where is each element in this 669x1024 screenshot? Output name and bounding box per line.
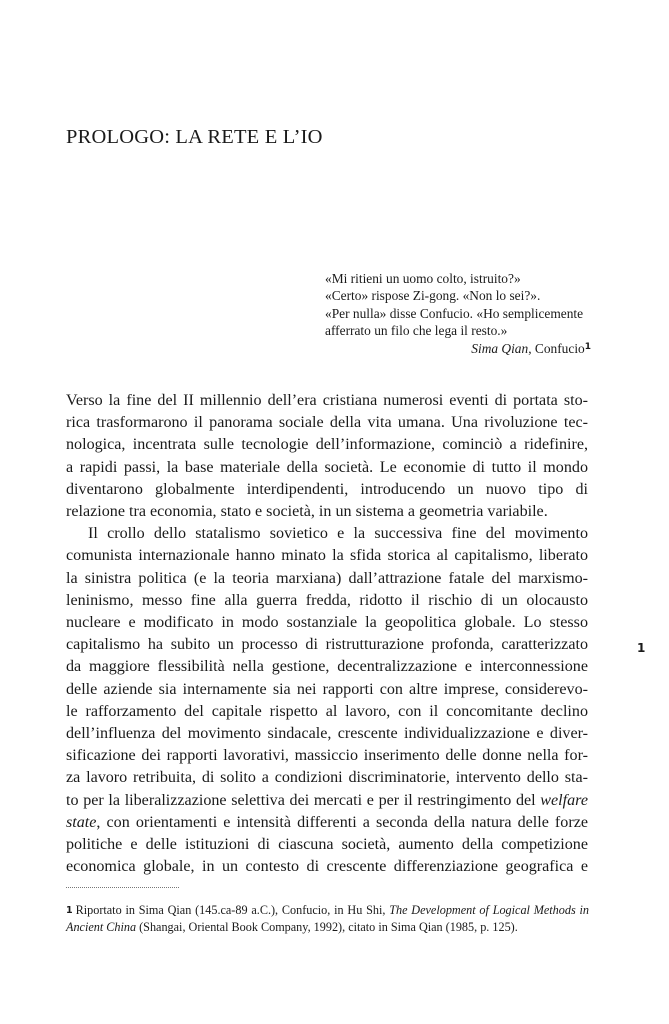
epigraph-line: «Mi ritieni un uomo colto, istruito?»: [325, 271, 521, 286]
text-line: leninismo, messo fine alla guerra fredda, ridotto il rischio di un olocausto: [66, 591, 588, 609]
text-line: Verso la fine del II millennio dell’era cristiana numerosi eventi di portata sto-: [66, 392, 588, 409]
footnote-number: 1: [66, 905, 73, 916]
footnote-separator: [66, 887, 179, 888]
footnote-book-title: The Development of Logical Methods in: [389, 903, 589, 917]
footnote-line: [66, 902, 589, 919]
text-segment: to per la liberalizzazione selettiva dei mercati e per il restringimento del: [66, 791, 536, 809]
text-line: politiche e delle istituzioni di ciascuna società, aumento della competizione: [66, 836, 588, 854]
text-line: da maggiore flessibilità nella gestione, decentralizzazione e interconnessione: [66, 658, 588, 676]
epigraph-line: afferrato un filo che lega il resto.»: [325, 322, 508, 338]
body-text: [66, 390, 588, 878]
epigraph: [325, 270, 591, 357]
paragraph-2: [66, 523, 588, 878]
epigraph-source: [325, 339, 591, 357]
footnote-book-title: Ancient China: [66, 920, 137, 935]
text-line: rica trasformarono il panorama sociale della vita umana. Una rivoluzione tec-: [66, 414, 588, 432]
italic-term: welfare: [540, 791, 588, 809]
italic-term: state: [66, 813, 97, 831]
footnote-line: [66, 919, 589, 935]
epigraph-source-work: , Confucio: [528, 341, 585, 357]
text-line: capitalismo ha subito un processo di ristrutturazione profonda, caratterizzato: [66, 636, 588, 654]
text-line: za lavoro retribuita, di solito a condizioni discriminatorie, intervento dello sta-: [66, 769, 588, 787]
epigraph-line: «Per nulla» disse Confucio. «Ho semplicemente: [325, 305, 584, 321]
footnote-text: (Shangai, Oriental Book Company, 1992), citato in Sima Qian (1985, p. 125).: [136, 920, 518, 935]
epigraph-line: «Certo» rispose Zi-gong. «Non lo sei?».: [325, 288, 541, 304]
paragraph-1: [66, 390, 588, 523]
chapter-title: PROLOGO: LA RETE E L’IO: [66, 126, 323, 148]
text-line: le rafforzamento del capitale rispetto al lavoro, con il concomitante declino: [66, 702, 588, 720]
footnote-reference[interactable]: 1: [584, 342, 591, 353]
footnote-text: Riportato in Sima Qian (145.ca-89 a.C.), Confucio, in Hu Shi,: [75, 903, 390, 917]
text-line: sificazione dei rapporti lavorativi, massiccio inserimento delle donne nella for-: [66, 747, 588, 765]
footnote: [66, 902, 589, 936]
text-line: relazione tra economia, stato e società, in un sistema a geometria variabile.: [66, 503, 548, 521]
page-number: 1: [637, 641, 646, 655]
text-line: diventarono globalmente interdipendenti, introducendo un nuovo tipo di: [66, 480, 588, 498]
text-line: la sinistra politica (e la teoria marxiana) dall’attrazione fatale del marxismo-: [66, 569, 588, 587]
text-line: delle aziende sia internamente sia nei rapporti con altre imprese, considerevo-: [66, 680, 588, 698]
text-line: [66, 812, 588, 834]
text-line: [66, 790, 588, 812]
text-line: Il crollo dello statalismo sovietico e la successiva fine del movimento: [88, 525, 588, 543]
text-line: nologica, incentrata sulle tecnologie dell’informazione, cominciò a ridefinire,: [66, 436, 588, 454]
text-line: economica globale, in un contesto di crescente differenziazione geografica e: [66, 858, 588, 876]
epigraph-source-author: Sima Qian: [471, 341, 529, 357]
text-line: comunista internazionale hanno minato la sfida storica al capitalismo, liberato: [66, 547, 588, 565]
text-line: nucleare e modificato in modo sostanziale la geopolitica globale. Lo stesso: [66, 614, 588, 632]
text-segment: , con orientamenti e intensità differenti a seconda della natura delle forze: [96, 813, 588, 831]
text-line: a rapidi passi, la base materiale della società. Le economie di tutto il mondo: [66, 458, 588, 476]
text-line: dell’influenza del movimento sindacale, crescente individualizzazione e diver-: [66, 725, 588, 743]
